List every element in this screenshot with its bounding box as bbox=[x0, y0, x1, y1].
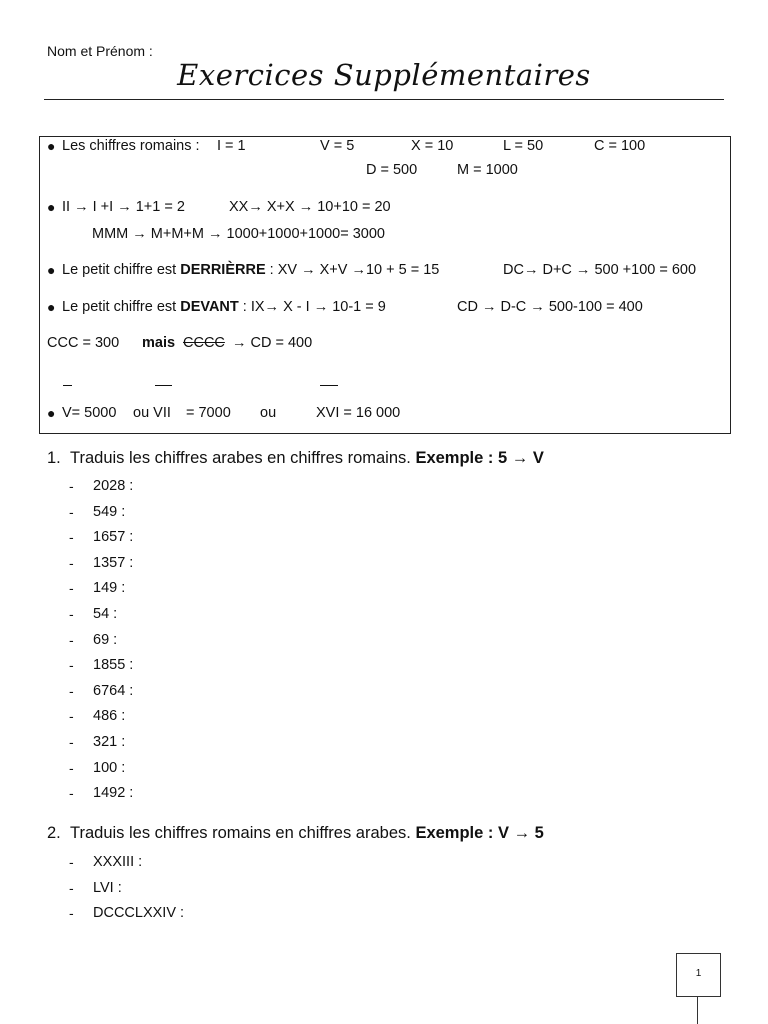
rule-d: D = 500 bbox=[366, 162, 418, 178]
roman-numerals-label: Les chiffres romains : bbox=[62, 138, 200, 154]
list-marker-icon: - bbox=[69, 734, 74, 750]
rules-box bbox=[39, 136, 731, 434]
list-marker-icon: - bbox=[69, 631, 74, 648]
rule-x: X = 10 bbox=[411, 138, 454, 154]
list-item: 100 : bbox=[93, 759, 126, 776]
list-marker-icon: - bbox=[69, 682, 74, 699]
rule-xvi: XVI = 16 000 bbox=[316, 405, 401, 421]
rule-addition-xx: XX→ X+X → 10+10 = 20 bbox=[229, 199, 391, 215]
list-marker-icon: - bbox=[69, 879, 74, 896]
rule-behind: Le petit chiffre est DERRIÈRRE : XV → X+V →10 + 5 = 15 bbox=[62, 262, 440, 278]
list-item: 69 : bbox=[93, 631, 118, 648]
exercise-2-number: 2. bbox=[47, 824, 61, 842]
overline-bar bbox=[155, 385, 172, 386]
bullet-icon: ● bbox=[47, 199, 56, 215]
list-marker-icon: - bbox=[69, 606, 74, 622]
overline-bar bbox=[320, 385, 338, 386]
list-marker-icon: - bbox=[69, 529, 74, 546]
rule-cccc-struck: CCCC bbox=[183, 335, 225, 351]
page-number-box bbox=[676, 953, 721, 997]
rule-ccc: CCC = 300 bbox=[47, 335, 120, 351]
rule-mais: mais bbox=[142, 335, 176, 351]
rule-cd: → CD = 400 bbox=[232, 335, 313, 351]
list-item: 1357 : bbox=[93, 554, 134, 571]
bullet-icon: ● bbox=[47, 138, 56, 154]
list-item: DCCCLXXIV : bbox=[93, 905, 185, 921]
list-marker-icon: - bbox=[69, 657, 74, 674]
exercise-1-number: 1. bbox=[47, 449, 61, 467]
exercise-2-heading: Traduis les chiffres romains en chiffres arabes. Exemple : V → 5 bbox=[70, 824, 544, 842]
list-marker-icon: - bbox=[69, 503, 74, 520]
rule-l: L = 50 bbox=[503, 138, 544, 154]
page-number-stem bbox=[697, 996, 698, 1024]
rule-m: M = 1000 bbox=[457, 162, 518, 178]
rule-front-example: CD → D-C → 500-100 = 400 bbox=[457, 299, 643, 315]
list-item: 1855 : bbox=[93, 657, 134, 674]
list-item: 549 : bbox=[93, 503, 126, 520]
name-field-label: Nom et Prénom : bbox=[47, 43, 153, 59]
page-title: Exercices Supplémentaires bbox=[177, 58, 591, 92]
list-marker-icon: - bbox=[69, 580, 74, 597]
list-marker-icon: - bbox=[69, 708, 74, 725]
rule-v: V = 5 bbox=[320, 138, 355, 154]
list-marker-icon: - bbox=[69, 905, 74, 921]
bullet-icon: ● bbox=[47, 405, 56, 421]
rule-v-thousand: V= 5000 bbox=[62, 405, 117, 421]
list-item: 1657 : bbox=[93, 529, 134, 546]
list-item: 6764 : bbox=[93, 682, 134, 699]
list-marker-icon: - bbox=[69, 759, 74, 776]
list-item: 149 : bbox=[93, 580, 126, 597]
list-marker-icon: - bbox=[69, 854, 74, 870]
rule-c: C = 100 bbox=[594, 138, 646, 154]
list-item: 321 : bbox=[93, 734, 126, 750]
list-marker-icon: - bbox=[69, 478, 74, 494]
rule-ou: ou bbox=[260, 405, 277, 421]
rule-i: I = 1 bbox=[217, 138, 246, 154]
list-marker-icon: - bbox=[69, 785, 74, 802]
rule-addition-mmm: MMM → M+M+M → 1000+1000+1000= 3000 bbox=[92, 226, 385, 242]
title-underline bbox=[44, 99, 724, 100]
list-marker-icon: - bbox=[69, 554, 74, 571]
rule-front: Le petit chiffre est DEVANT : IX→ X - I → 10-1 = 9 bbox=[62, 299, 386, 315]
rule-vii-value: = 7000 bbox=[186, 405, 231, 421]
rule-ou-vii: ou VII bbox=[133, 405, 171, 421]
bullet-icon: ● bbox=[47, 262, 56, 278]
rule-addition-ii: II → I +I → 1+1 = 2 bbox=[62, 199, 185, 215]
rule-behind-example: DC→ D+C → 500 +100 = 600 bbox=[503, 262, 697, 278]
list-item: LVI : bbox=[93, 879, 122, 896]
list-item: 1492 : bbox=[93, 785, 134, 802]
list-item: 54 : bbox=[93, 606, 118, 622]
list-item: XXXIII : bbox=[93, 854, 143, 870]
exercise-1-heading: Traduis les chiffres arabes en chiffres romains. Exemple : 5 → V bbox=[70, 449, 544, 467]
list-item: 2028 : bbox=[93, 478, 134, 494]
overline-bar bbox=[63, 385, 72, 386]
page-number: 1 bbox=[695, 968, 702, 979]
bullet-icon: ● bbox=[47, 299, 56, 315]
list-item: 486 : bbox=[93, 708, 126, 725]
